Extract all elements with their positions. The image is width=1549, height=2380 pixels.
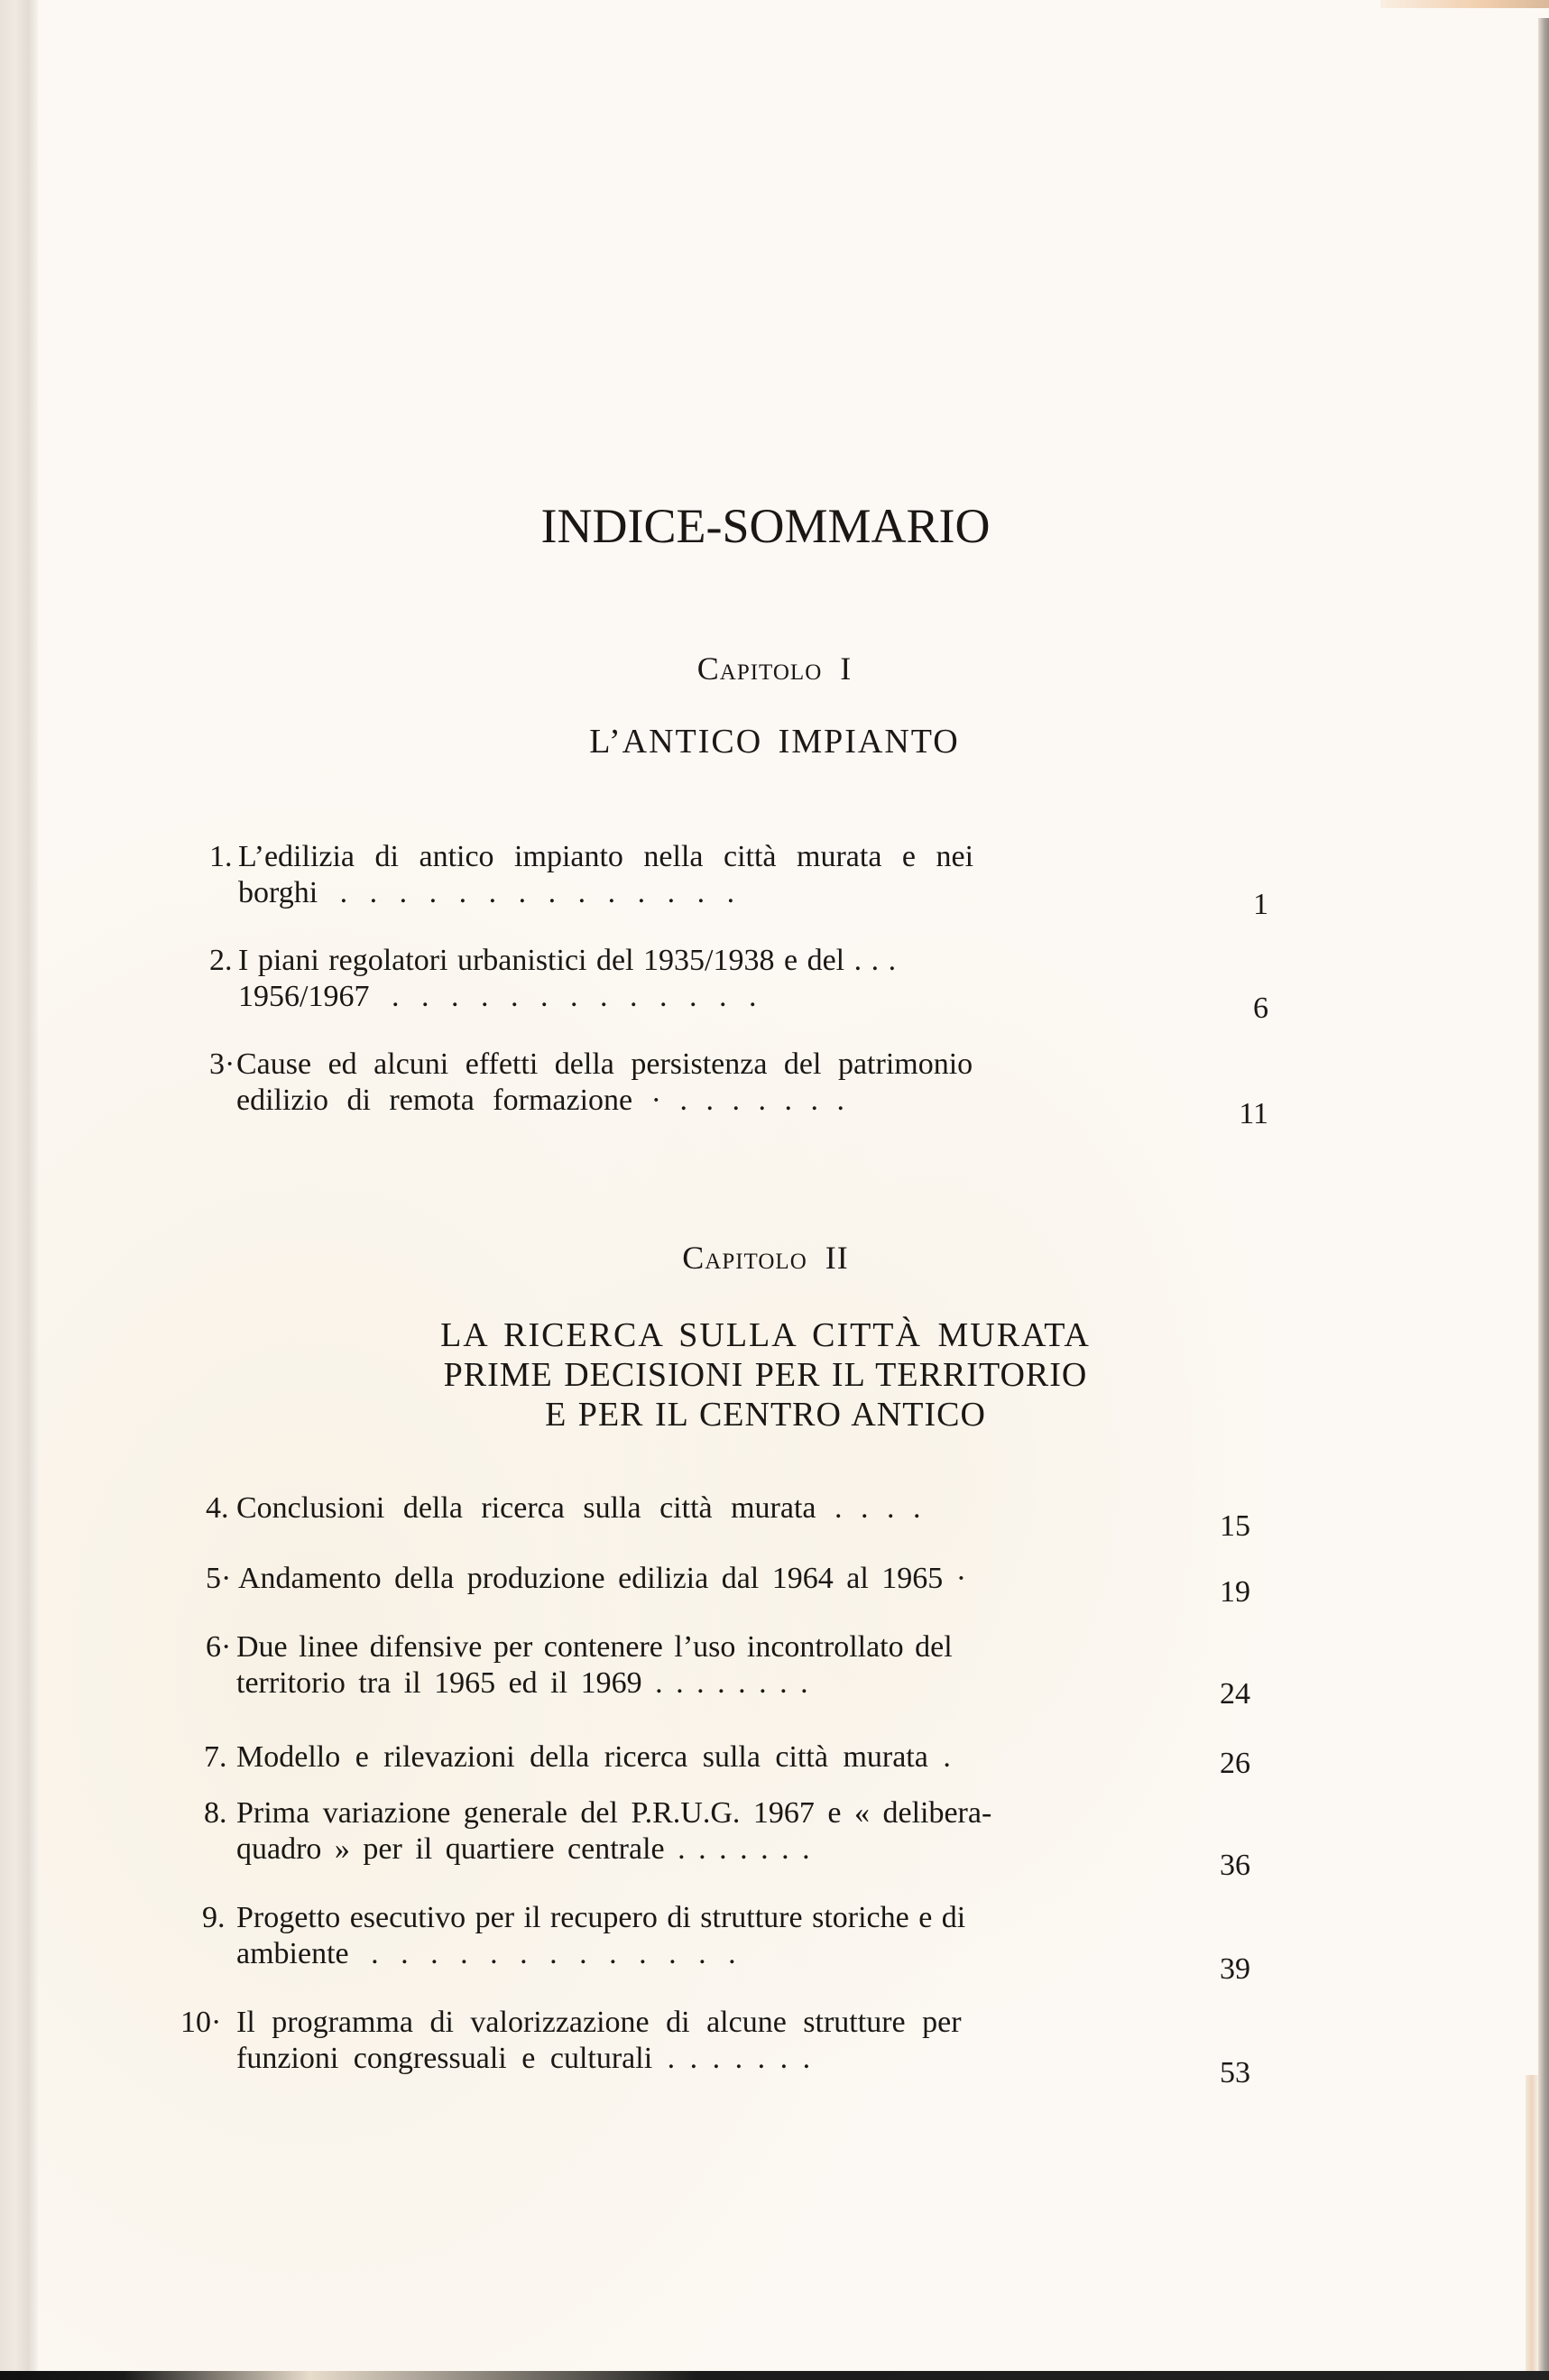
- entry-title-line: edilizio di remota formazione · . . . . . . .: [236, 1084, 844, 1117]
- entry-number: 9.: [202, 1901, 226, 1934]
- entry-title-line: Modello e rilevazioni della ricerca sulla città murata .: [236, 1740, 951, 1774]
- entry-title-line: L’edilizia di antico impianto nella città murata e nei: [238, 840, 974, 873]
- page-number: 39: [1220, 1952, 1250, 1986]
- page-number: 6: [1253, 992, 1268, 1025]
- page-number: 1: [1253, 888, 1268, 921]
- entry-title-line: borghi . . . . . . . . . . . . . .: [238, 876, 735, 909]
- entry-title-line: Progetto esecutivo per il recupero di strutture storiche e di: [236, 1901, 966, 1934]
- chapter-numeral: II: [825, 1240, 849, 1276]
- entry-number: 6·: [206, 1630, 232, 1664]
- entry-title-line: territorio tra il 1965 ed il 1969 . . . . . . . .: [236, 1666, 808, 1700]
- entry-title-line: Andamento della produzione edilizia dal 1964 al 1965 ·: [238, 1562, 967, 1595]
- entry-title-line: Cause ed alcuni effetti della persistenza del patrimonio: [236, 1047, 973, 1081]
- page-number: 53: [1220, 2056, 1250, 2089]
- chapter-label-prefix: Capitolo: [682, 1240, 807, 1276]
- chapter-label-prefix: Capitolo: [696, 650, 823, 687]
- page-title: INDICE-SOMMARIO: [540, 499, 991, 553]
- entry-number: 4.: [206, 1491, 229, 1525]
- page-number: 19: [1220, 1575, 1250, 1609]
- entry-title-line: Il programma di valorizzazione di alcune strutture per: [236, 2006, 962, 2039]
- page-top-edge: [1380, 0, 1549, 8]
- page-bottom-edge: [0, 2371, 1549, 2380]
- entry-title-line: Prima variazione generale del P.R.U.G. 1967 e « delibera-: [236, 1796, 992, 1830]
- page-number: 26: [1220, 1747, 1250, 1780]
- chapter-label-1: [0, 650, 1549, 687]
- chapter-heading-2-line-3: E PER IL CENTRO ANTICO: [545, 1396, 986, 1434]
- page-number: 11: [1239, 1097, 1268, 1130]
- page-number: 36: [1220, 1849, 1250, 1882]
- page-right-edge-inner: [1526, 2075, 1538, 2380]
- page-number: 15: [1220, 1509, 1250, 1543]
- chapter-label-2: [0, 1239, 1540, 1277]
- entry-number: 3·: [209, 1047, 235, 1081]
- binding-shadow: [0, 0, 38, 2380]
- entry-title-line: I piani regolatori urbanistici del 1935/1938 e del . . .: [238, 944, 897, 977]
- entry-number: 2.: [209, 944, 233, 977]
- page-right-edge: [1538, 18, 1549, 2380]
- entry-number: 10·: [180, 2006, 222, 2039]
- entry-title-line: funzioni congressuali e culturali . . . . . . .: [236, 2042, 811, 2075]
- chapter-heading-2-line-2: PRIME DECISIONI PER IL TERRITORIO: [443, 1356, 1088, 1394]
- entry-title-line: Conclusioni della ricerca sulla città murata . . . .: [236, 1491, 921, 1525]
- page-number: 24: [1220, 1677, 1250, 1711]
- entry-number: 1.: [209, 840, 233, 873]
- entry-number: 5·: [206, 1562, 232, 1595]
- entry-title-line: quadro » per il quartiere centrale . . . . . . .: [236, 1832, 810, 1866]
- chapter-heading-1: L’ANTICO IMPIANTO: [589, 723, 960, 761]
- entry-number: 8.: [204, 1796, 227, 1830]
- entry-title-line: 1956/1967 . . . . . . . . . . . . .: [238, 980, 757, 1013]
- entry-title-line: ambiente . . . . . . . . . . . . .: [236, 1937, 736, 1970]
- entry-title-line: Due linee difensive per contenere l’uso incontrollato del: [236, 1630, 953, 1664]
- entry-number: 7.: [204, 1740, 227, 1774]
- chapter-heading-2-line-1: LA RICERCA SULLA CITTÀ MURATA: [440, 1316, 1091, 1354]
- chapter-numeral: I: [840, 650, 853, 687]
